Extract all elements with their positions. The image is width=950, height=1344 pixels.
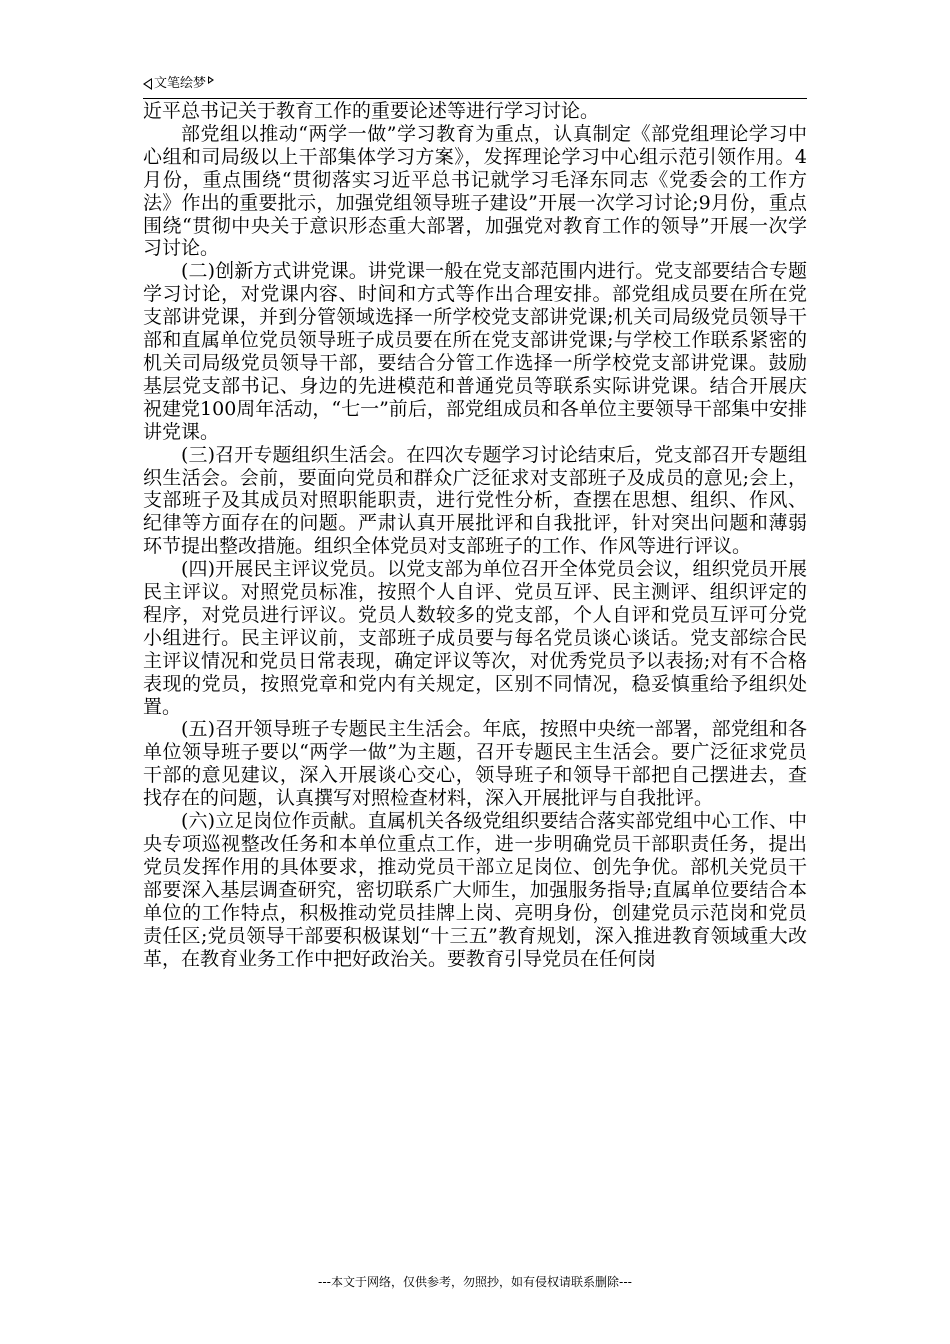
page-footer [0, 1275, 950, 1289]
paragraph: (二)创新方式讲党课。讲党课一般在党支部范围内进行。党支部要结合专题学习讨论，对党课内容、时间和方式等作出合理安排。部党组成员要在所在党支部讲党课，并到分管领域选择一所学校党支部讲党课;机关司局级党员领导干部和直属单位党员领导班子成员要在所在党支部讲党课;与学校工作联系紧密的机关司局级党员领导干部，要结合分管工作选择一所学校党支部讲党课。鼓励基层党支部书记、身边的先进模范和普通党员等联系实际讲党课。结合开展庆祝建党100周年活动，“七一”前后，部党组成员和各单位主要领导干部集中安排讲党课。 [143, 260, 807, 443]
paragraph: (六)立足岗位作贡献。直属机关各级党组织要结合落实部党组中心工作、中央专项巡视整改任务和本单位重点工作，进一步明确党员干部职责任务，提出党员发挥作用的具体要求，推动党员干部立足岗位、创先争优。部机关党员干部要深入基层调查研究，密切联系广大师生，加强服务指导;直属单位要结合本单位的工作特点，积极推动党员挂牌上岗、亮明身份，创建党员示范岗和党员责任区;党员领导干部要积极谋划“十三五”教育规划，深入推进教育领域重大改革，在教育业务工作中把好政治关。要教育引导党员在任何岗 [143, 810, 807, 970]
page-header [143, 74, 807, 99]
paragraph: 部党组以推动“两学一做”学习教育为重点，认真制定《部党组理论学习中心组和司局级以上干部集体学习方案》，发挥理论学习中心组示范引领作用。4月份，重点围绕“贯彻落实习近平总书记就学习毛泽东同志《党委会的工作方法》作出的重要批示，加强党组领导班子建设”开展一次学习讨论;9月份，重点围绕“贯彻中央关于意识形态重大部署，加强党对教育工作的领导”开展一次学习讨论。 [143, 122, 807, 260]
footer-notice: ---本文于网络，仅供参考，勿照抄，如有侵权请联系删除--- [318, 1275, 632, 1289]
header-brand [143, 76, 214, 92]
right-triangle-icon [208, 76, 214, 84]
paragraph: (四)开展民主评议党员。以党支部为单位召开全体党员会议，组织党员开展民主评议。对照党员标准，按照个人自评、党员互评、民主测评、组织评定的程序，对党员进行评议。党员人数较多的党支部，个人自评和党员互评可分党小组进行。民主评议前，支部班子成员要与每名党员谈心谈话。党支部综合民主评议情况和党员日常表现，确定评议等次，对优秀党员予以表扬;对有不合格表现的党员，按照党章和党内有关规定，区别不同情况，稳妥慎重给予组织处置。 [143, 558, 807, 718]
paragraph: (三)召开专题组织生活会。在四次专题学习讨论结束后，党支部召开专题组织生活会。会前，要面向党员和群众广泛征求对支部班子及成员的意见;会上，支部班子及其成员对照职能职责，进行党性分析，查摆在思想、组织、作风、纪律等方面存在的问题。严肃认真开展批评和自我批评，针对突出问题和薄弱环节提出整改措施。组织全体党员对支部班子的工作、作风等进行评议。 [143, 443, 807, 558]
document-body [143, 100, 807, 970]
brand-text: 文笔绘梦 [154, 76, 207, 91]
paragraph: (五)召开领导班子专题民主生活会。年底，按照中央统一部署，部党组和各单位领导班子要以“两学一做”为主题，召开专题民主生活会。要广泛征求党员干部的意见建议，深入开展谈心交心，领导班子和领导干部把自己摆进去，查找存在的问题，认真撰写对照检查材料，深入开展批评与自我批评。 [143, 718, 807, 810]
left-triangle-icon [143, 78, 152, 90]
paragraph-continuation: 近平总书记关于教育工作的重要论述等进行学习讨论。 [143, 100, 600, 122]
